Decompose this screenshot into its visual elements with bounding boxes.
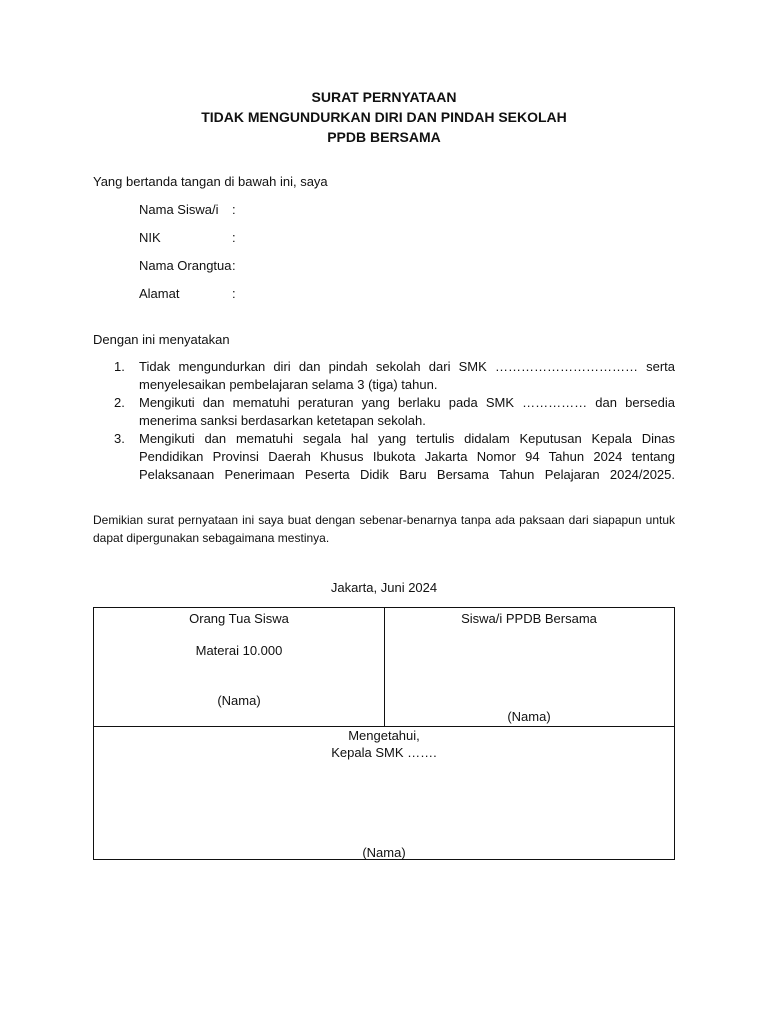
document-title	[0, 87, 768, 147]
signature-table	[93, 607, 675, 860]
title-line-1: SURAT PERNYATAAN	[311, 89, 457, 105]
field-colon: :	[232, 286, 236, 301]
list-number: 2.	[114, 395, 125, 410]
statement-text: Tidak mengundurkan diri dan pindah sekolah dari SMK …………………………… serta menyelesaikan pembelajaran selama 3 (tiga) tahun.	[139, 359, 675, 392]
list-number: 3.	[114, 431, 125, 446]
acknowledgement-label: Mengetahui,	[348, 728, 420, 743]
intro-text: Yang bertanda tangan di bawah ini, saya	[93, 174, 328, 189]
statement-text: Mengikuti dan mematuhi peraturan yang berlaku pada SMK …………… dan bersedia menerima sanksi berdasarkan ketetapan sekolah.	[139, 395, 675, 428]
parent-name-placeholder: (Nama)	[217, 693, 261, 708]
title-line-2: TIDAK MENGUNDURKAN DIRI DAN PINDAH SEKOLAH	[201, 109, 567, 125]
field-label-parent-name: Nama Orangtua	[139, 258, 232, 273]
place-date: Jakarta, Juni 2024	[330, 580, 438, 595]
field-label-student-name: Nama Siswa/i	[139, 202, 219, 217]
table-divider-horizontal	[94, 726, 674, 727]
statement-text: Mengikuti dan mematuhi segala hal yang tertulis didalam Keputusan Kepala Dinas Pendidikan Provinsi Daerah Khusus Ibukota Jakarta Nomor 94 Tahun 2024 tentang Pelaksanaan Penerimaan Peserta Didik Baru Bersama Tahun Pelajaran 2024/2025.	[139, 431, 675, 482]
declaration-intro: Dengan ini menyatakan	[93, 332, 230, 347]
list-item	[114, 394, 675, 430]
parent-signature-title: Orang Tua Siswa	[189, 611, 289, 626]
field-colon: :	[232, 258, 236, 273]
field-label-address: Alamat	[139, 286, 180, 301]
principal-name-placeholder: (Nama)	[362, 845, 406, 860]
list-item	[114, 430, 675, 484]
stamp-label: Materai 10.000	[195, 643, 283, 658]
field-colon: :	[232, 230, 236, 245]
student-signature-title: Siswa/i PPDB Bersama	[461, 611, 597, 626]
title-line-3: PPDB BERSAMA	[327, 129, 441, 145]
field-colon: :	[232, 202, 236, 217]
student-name-placeholder: (Nama)	[507, 709, 551, 724]
list-item	[114, 358, 675, 394]
principal-title: Kepala SMK …….	[331, 745, 437, 760]
list-number: 1.	[114, 359, 125, 374]
field-label-nik: NIK	[139, 230, 161, 245]
statement-list	[114, 358, 675, 484]
closing-text: Demikian surat pernyataan ini saya buat dengan sebenar-benarnya tanpa ada paksaan dari siapapun untuk dapat dipergunakan sebagaimana mestinya.	[93, 513, 675, 545]
